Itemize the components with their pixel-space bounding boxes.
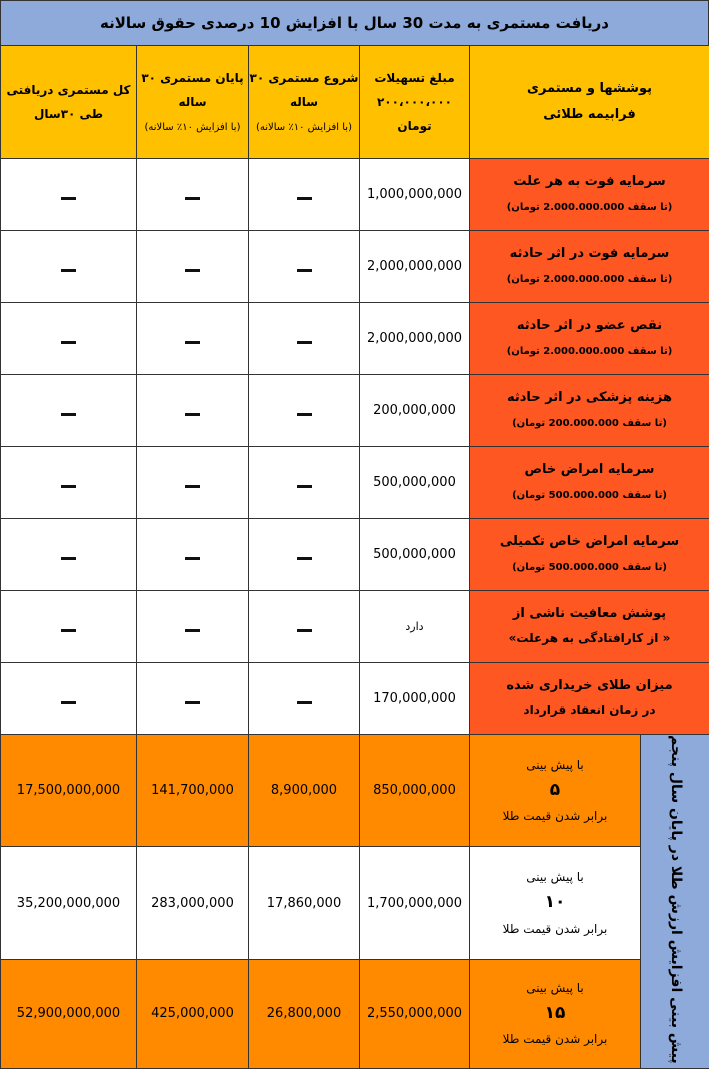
end-cell bbox=[137, 231, 249, 303]
dash-mark bbox=[185, 269, 200, 272]
coverage-label-cell bbox=[470, 231, 709, 303]
header-amount-line1: مبلغ تسهیلات bbox=[374, 71, 454, 85]
prediction-suffix: برابر شدن قیمت طلا bbox=[503, 922, 608, 936]
prediction-scenario bbox=[470, 847, 641, 959]
dash-mark bbox=[185, 341, 200, 344]
end-cell bbox=[137, 447, 249, 519]
prediction-prefix: با پیش بینی bbox=[526, 870, 583, 884]
header-end-line1: پایان مستمری ۳۰ bbox=[141, 71, 243, 85]
coverage-row bbox=[1, 303, 709, 375]
prediction-start: 8,900,000 bbox=[249, 735, 360, 847]
dash-mark bbox=[297, 701, 312, 704]
coverage-label-cell bbox=[470, 519, 709, 591]
coverage-label: سرمایه فوت در اثر حادثه bbox=[510, 246, 670, 261]
dash-mark bbox=[185, 413, 200, 416]
header-amount-line3: تومان bbox=[397, 119, 431, 133]
prediction-multiple: ۱۰ bbox=[470, 890, 640, 916]
coverage-label: نقص عضو در اثر حادثه bbox=[517, 318, 662, 333]
coverage-row bbox=[1, 231, 709, 303]
start-cell bbox=[249, 231, 360, 303]
header-total-line2: طی ۳۰سال bbox=[34, 107, 103, 121]
coverage-label: پوشش معافیت ناشی از bbox=[513, 606, 666, 621]
amount-cell: 500,000,000 bbox=[360, 447, 470, 519]
end-cell bbox=[137, 375, 249, 447]
dash-mark bbox=[185, 629, 200, 632]
header-coverage bbox=[470, 46, 709, 159]
total-cell bbox=[1, 447, 137, 519]
dash-mark bbox=[61, 557, 76, 560]
dash-mark bbox=[61, 197, 76, 200]
dash-mark bbox=[185, 701, 200, 704]
dash-mark bbox=[61, 341, 76, 344]
total-cell bbox=[1, 159, 137, 231]
header-start-line1: شروع مستمری ۳۰ bbox=[250, 71, 359, 85]
total-cell bbox=[1, 663, 137, 735]
dash-mark bbox=[297, 197, 312, 200]
coverage-row bbox=[1, 159, 709, 231]
header-coverage-line2: فرابیمه طلائی bbox=[543, 107, 636, 122]
prediction-scenario bbox=[470, 959, 641, 1068]
coverage-label: سرمایه امراض خاص bbox=[525, 462, 655, 477]
header-row bbox=[1, 46, 709, 159]
prediction-end: 425,000,000 bbox=[137, 959, 249, 1068]
header-total-line1: کل مستمری دریافتی bbox=[6, 83, 130, 97]
start-cell bbox=[249, 447, 360, 519]
start-cell bbox=[249, 159, 360, 231]
prediction-row bbox=[1, 959, 709, 1068]
prediction-end: 283,000,000 bbox=[137, 847, 249, 959]
dash-mark bbox=[61, 269, 76, 272]
header-amount bbox=[360, 46, 470, 159]
side-label-cell bbox=[641, 735, 709, 1069]
prediction-suffix: برابر شدن قیمت طلا bbox=[503, 809, 608, 823]
prediction-end: 141,700,000 bbox=[137, 735, 249, 847]
dash-mark bbox=[297, 485, 312, 488]
dash-mark bbox=[297, 557, 312, 560]
prediction-total: 35,200,000,000 bbox=[1, 847, 137, 959]
header-end-line2: ساله bbox=[178, 95, 206, 109]
coverage-cap: (تا سقف 2.000.000.000 تومان) bbox=[507, 202, 673, 213]
coverage-label: سرمایه فوت به هر علت bbox=[513, 174, 665, 189]
dash-mark bbox=[61, 701, 76, 704]
header-end-note: (با افزایش ۱۰٪ سالانه) bbox=[145, 122, 241, 133]
prediction-total: 17,500,000,000 bbox=[1, 735, 137, 847]
dash-mark bbox=[297, 413, 312, 416]
coverage-label: سرمایه امراض خاص تکمیلی bbox=[500, 534, 679, 549]
prediction-row bbox=[1, 735, 709, 847]
prediction-prefix: با پیش بینی bbox=[526, 758, 583, 772]
coverage-label-cell bbox=[470, 375, 709, 447]
amount-cell: 2,000,000,000 bbox=[360, 303, 470, 375]
total-cell bbox=[1, 591, 137, 663]
coverage-row bbox=[1, 375, 709, 447]
start-cell bbox=[249, 375, 360, 447]
dash-mark bbox=[297, 629, 312, 632]
start-cell bbox=[249, 591, 360, 663]
start-cell bbox=[249, 663, 360, 735]
prediction-scenario bbox=[470, 735, 641, 847]
header-start-note: (با افزایش ۱۰٪ سالانه) bbox=[256, 122, 352, 133]
start-cell bbox=[249, 303, 360, 375]
header-total bbox=[1, 46, 137, 159]
header-amount-line2: ۲۰۰،۰۰۰،۰۰۰ bbox=[377, 95, 452, 109]
total-cell bbox=[1, 375, 137, 447]
coverage-row bbox=[1, 447, 709, 519]
side-label: پیش بینی افزایش ارزش طلا در پایان سال پنجم bbox=[663, 735, 687, 1064]
amount-cell: 200,000,000 bbox=[360, 375, 470, 447]
total-cell bbox=[1, 519, 137, 591]
total-cell bbox=[1, 303, 137, 375]
prediction-amount: 2,550,000,000 bbox=[360, 959, 470, 1068]
coverage-row bbox=[1, 591, 709, 663]
prediction-amount: 1,700,000,000 bbox=[360, 847, 470, 959]
page-title: دریافت مستمری به مدت 30 سال با افزایش 10 درصدی حقوق سالانه bbox=[0, 0, 709, 46]
prediction-amount: 850,000,000 bbox=[360, 735, 470, 847]
coverage-label-cell bbox=[470, 663, 709, 735]
dash-mark bbox=[61, 629, 76, 632]
dash-mark bbox=[297, 269, 312, 272]
end-cell bbox=[137, 303, 249, 375]
coverage-cap: (تا سقف 2.000.000.000 تومان) bbox=[507, 274, 673, 285]
coverage-cap: در زمان انعقاد قرارداد bbox=[523, 703, 655, 717]
dash-mark bbox=[185, 197, 200, 200]
amount-cell: 2,000,000,000 bbox=[360, 231, 470, 303]
prediction-start: 17,860,000 bbox=[249, 847, 360, 959]
end-cell bbox=[137, 663, 249, 735]
header-start bbox=[249, 46, 360, 159]
dash-mark bbox=[61, 485, 76, 488]
prediction-multiple: ۵ bbox=[470, 778, 640, 804]
coverage-label: میزان طلای خریداری شده bbox=[506, 678, 672, 693]
start-cell bbox=[249, 519, 360, 591]
dash-mark bbox=[61, 413, 76, 416]
pension-table bbox=[0, 45, 709, 1069]
end-cell bbox=[137, 159, 249, 231]
coverage-row bbox=[1, 663, 709, 735]
amount-cell: دارد bbox=[360, 591, 470, 663]
dash-mark bbox=[297, 341, 312, 344]
dash-mark bbox=[185, 557, 200, 560]
dash-mark bbox=[185, 485, 200, 488]
header-start-line2: ساله bbox=[290, 95, 318, 109]
coverage-cap: « از کارافتادگی به هرعلت» bbox=[509, 631, 671, 645]
amount-cell: 1,000,000,000 bbox=[360, 159, 470, 231]
prediction-prefix: با پیش بینی bbox=[526, 981, 583, 995]
end-cell bbox=[137, 519, 249, 591]
header-end bbox=[137, 46, 249, 159]
coverage-cap: (تا سقف 2.000.000.000 تومان) bbox=[507, 346, 673, 357]
coverage-label-cell bbox=[470, 303, 709, 375]
coverage-label-cell bbox=[470, 447, 709, 519]
total-cell bbox=[1, 231, 137, 303]
prediction-multiple: ۱۵ bbox=[470, 1001, 640, 1027]
coverage-cap: (تا سقف 500.000.000 تومان) bbox=[512, 562, 667, 573]
amount-cell: 170,000,000 bbox=[360, 663, 470, 735]
amount-cell: 500,000,000 bbox=[360, 519, 470, 591]
coverage-cap: (تا سقف 200.000.000 تومان) bbox=[512, 418, 667, 429]
coverage-label: هزینه پزشکی در اثر حادثه bbox=[507, 390, 672, 405]
prediction-suffix: برابر شدن قیمت طلا bbox=[503, 1032, 608, 1046]
coverage-label-cell bbox=[470, 591, 709, 663]
header-coverage-line1: پوششها و مستمری bbox=[527, 81, 652, 96]
coverage-cap: (تا سقف 500.000.000 تومان) bbox=[512, 490, 667, 501]
prediction-start: 26,800,000 bbox=[249, 959, 360, 1068]
end-cell bbox=[137, 591, 249, 663]
coverage-label-cell bbox=[470, 159, 709, 231]
prediction-total: 52,900,000,000 bbox=[1, 959, 137, 1068]
prediction-row bbox=[1, 847, 709, 959]
coverage-row bbox=[1, 519, 709, 591]
